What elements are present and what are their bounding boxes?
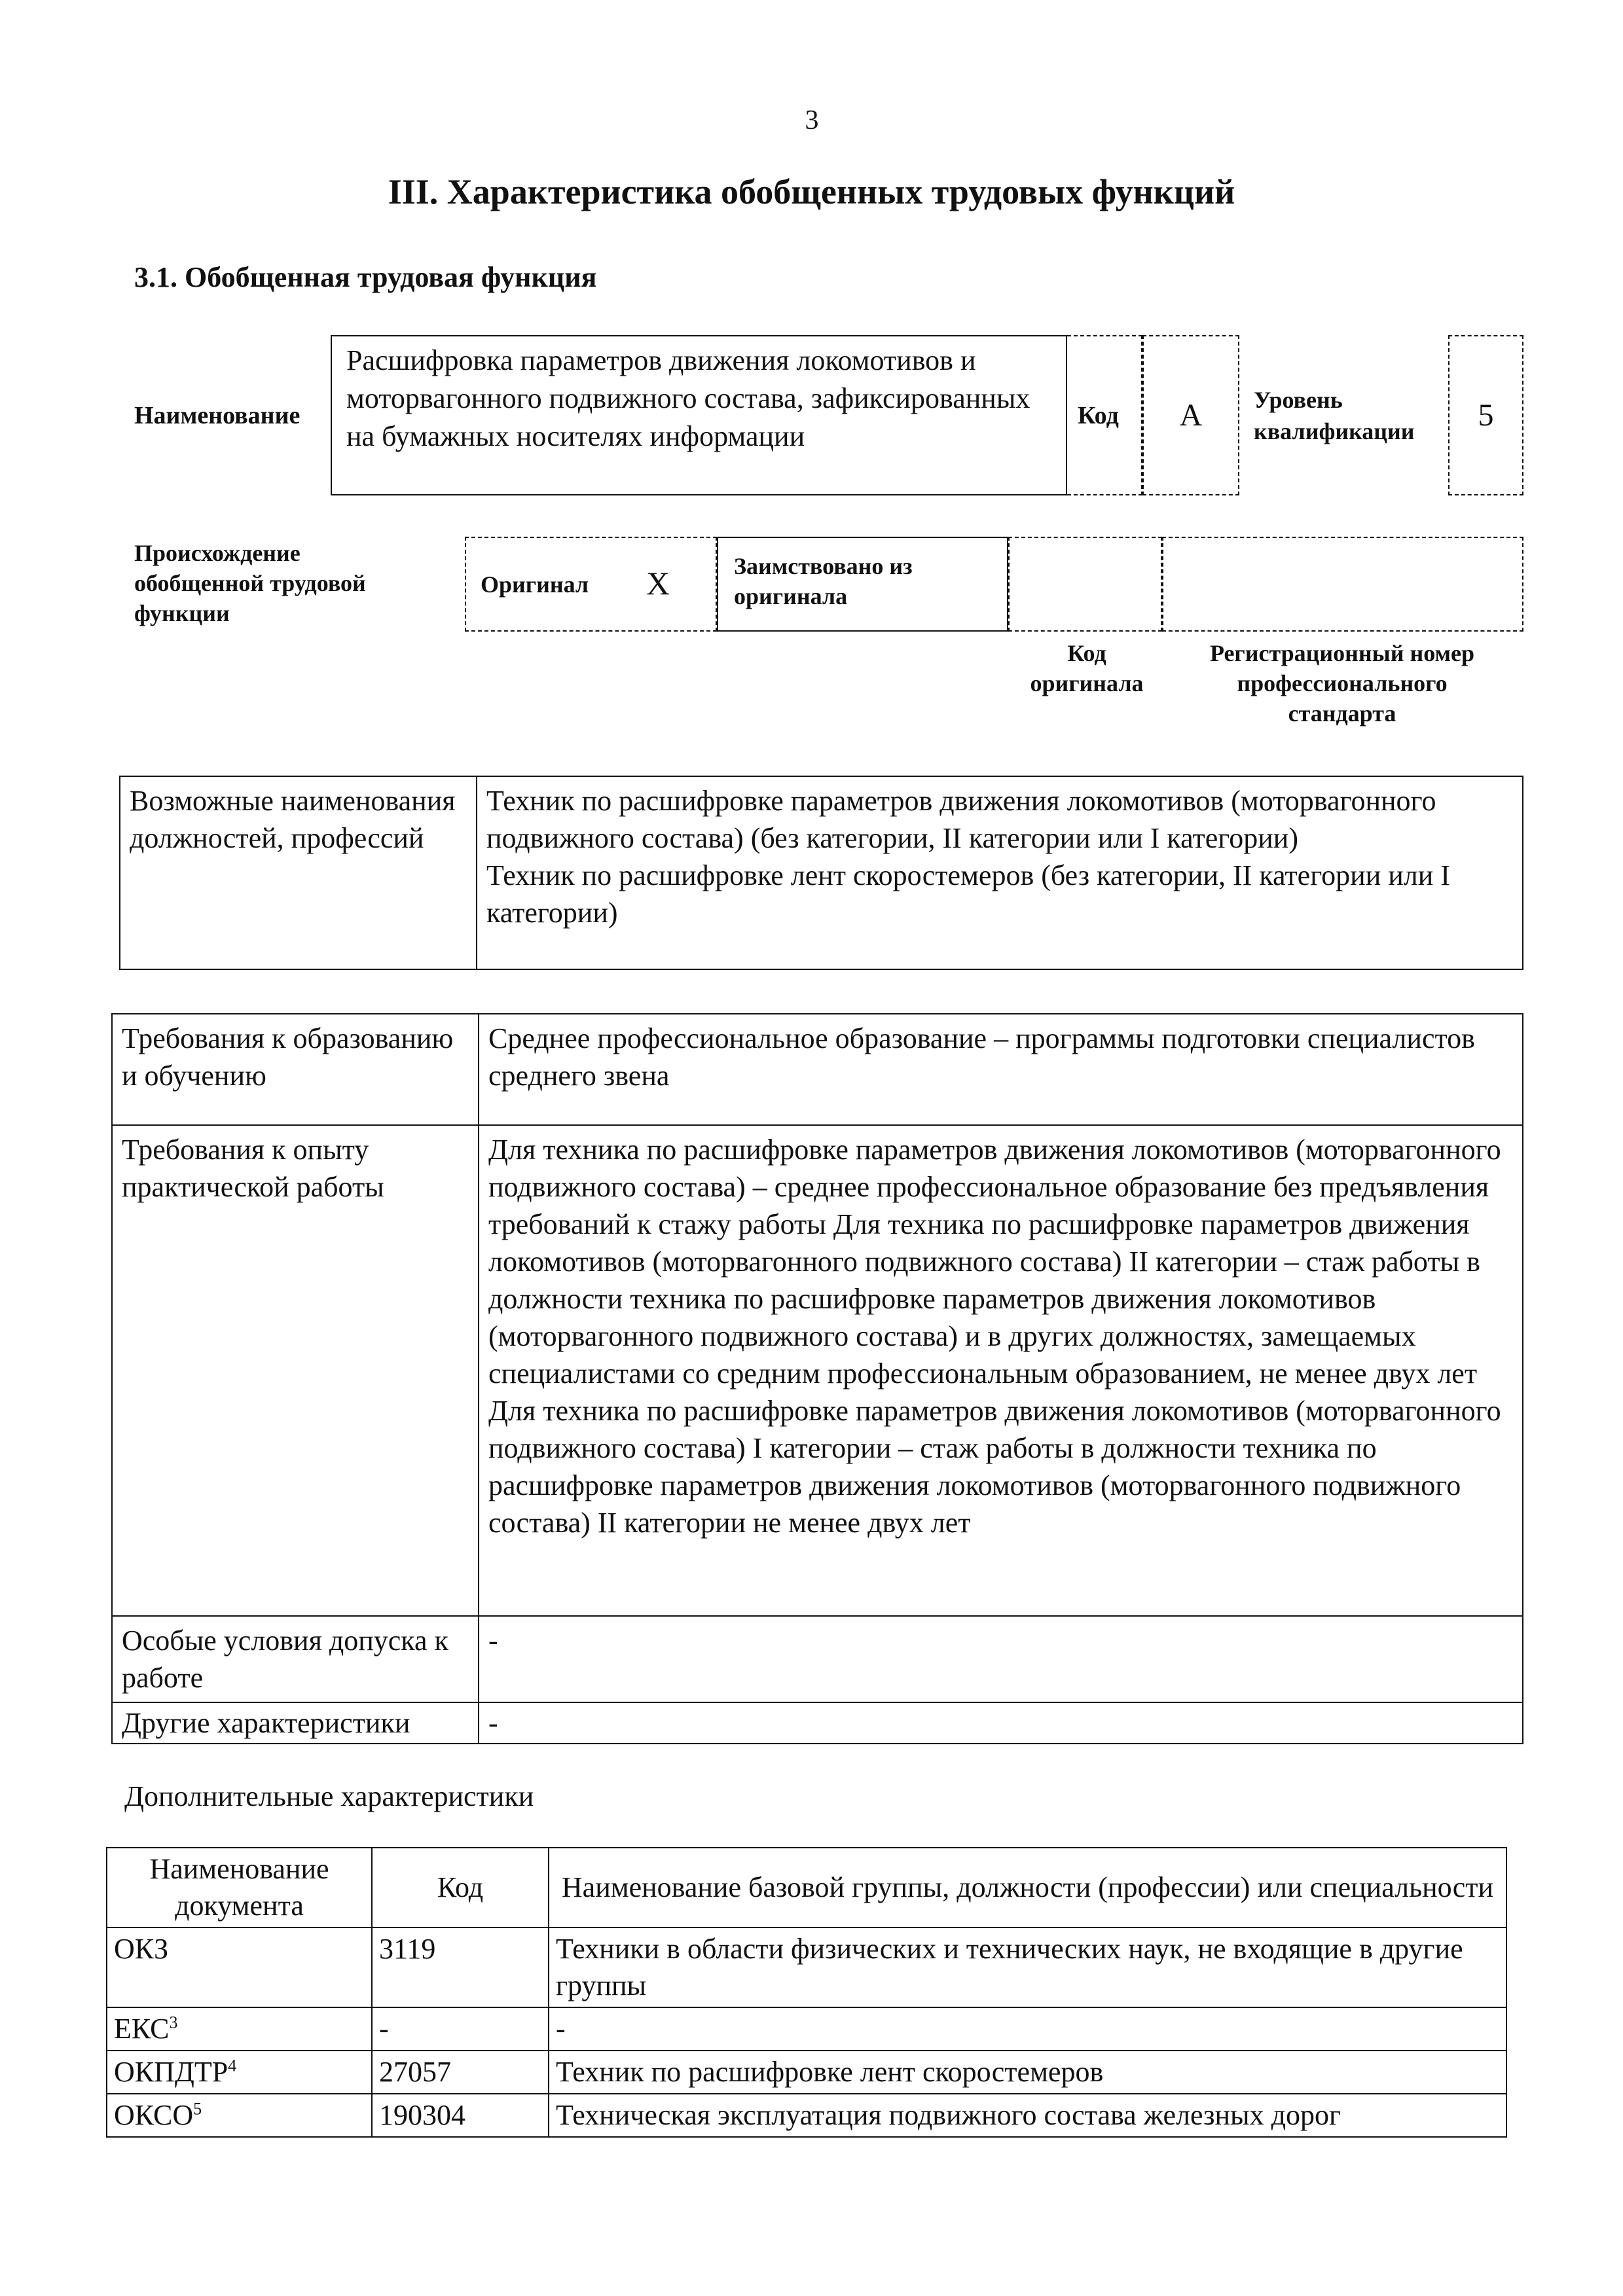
code-label: Код [1078, 402, 1119, 429]
additional-header-row [107, 1848, 1506, 1928]
header-code: Код [372, 1848, 549, 1928]
row-name: Техники в области физических и технических наук, не входящие в другие группы [549, 1928, 1506, 2007]
positions-table [119, 776, 1523, 970]
borrowed-box [717, 537, 1008, 632]
level-label-2: квалификации [1254, 418, 1415, 444]
row-doc [107, 2007, 372, 2051]
req-education-label: Требования к образованию и обучению [112, 1014, 479, 1125]
origin-label: Происхождение обобщенной трудовой функции [134, 540, 366, 626]
doc-footnote: 4 [228, 2056, 237, 2075]
row-code: 190304 [372, 2094, 549, 2137]
reg-number-caption: Регистрационный номер профессионального стандарта [1209, 640, 1475, 726]
req-special-label: Особые условия допуска к работе [112, 1616, 479, 1702]
reg-number-box [1162, 537, 1523, 632]
level-value-box [1448, 335, 1523, 495]
function-name-box [331, 335, 1067, 495]
positions-label: Возможные наименования должностей, профессий [120, 776, 477, 969]
table-row [107, 1928, 1506, 2007]
function-name: Расшифровка параметров движения локомотивов и моторвагонного подвижного состава, зафиксированных на бумажных носителях информации [346, 344, 1030, 452]
original-code-caption: Код оригинала [1030, 640, 1144, 696]
doc-name: ОКЗ [114, 1933, 169, 1965]
borrowed-label: Заимствовано из оригинала [734, 553, 913, 609]
requirements-row [112, 1125, 1523, 1616]
code-label-box [1067, 335, 1142, 495]
row-doc [107, 1928, 372, 2007]
row-doc [107, 2051, 372, 2094]
req-experience-value: Для техника по расшифровке параметров движения локомотивов (моторвагонного подвижного состава) – среднее профессиональное образование без предъявления требований к стажу работы Для техника по расшифровке параметров движения локомотивов (моторвагонного подвижного состава) II категории – стаж работы в должности техника по расшифровке параметров движения локомотивов (моторвагонного подвижного состава) и в других должностях, замещаемых специалистами со средним профессиональным образованием, не менее двух лет Для техника по расшифровке параметров движения локомотивов (моторвагонного подвижного состава) I категории – стаж работы в должности техника по расшифровке параметров движения локомотивов (моторвагонного подвижного состава) II категории не менее двух лет [479, 1125, 1523, 1616]
page-number: 3 [805, 105, 819, 135]
requirements-table [111, 1013, 1523, 1744]
doc-footnote: 3 [169, 2013, 178, 2032]
req-experience-label: Требования к опыту практической работы [112, 1125, 479, 1616]
row-code: 3119 [372, 1928, 549, 2007]
doc-name: ЕКС [114, 2013, 170, 2045]
position-1: Техник по расшифровке параметров движения локомотивов (моторвагонного подвижного состава) (без категории, II категории или I категории) [486, 785, 1436, 854]
code-value: А [1179, 398, 1203, 433]
req-education-value: Среднее профессиональное образование – программы подготовки специалистов среднего звена [479, 1014, 1523, 1125]
req-special-value: - [479, 1616, 1523, 1702]
header-document: Наименование документа [107, 1848, 372, 1928]
positions-row [120, 776, 1523, 969]
row-name: - [549, 2007, 1506, 2051]
original-label: Оригинал [481, 571, 589, 598]
row-name: Техническая эксплуатация подвижного состава железных дорог [549, 2094, 1506, 2137]
level-value: 5 [1478, 398, 1494, 433]
requirements-row [112, 1014, 1523, 1125]
row-code: - [372, 2007, 549, 2051]
level-label-1: Уровень [1254, 387, 1343, 413]
additional-title: Дополнительные характеристики [124, 1780, 534, 1812]
name-label: Наименование [134, 402, 301, 429]
doc-footnote: 5 [193, 2099, 202, 2119]
table-row [107, 2094, 1506, 2137]
req-other-value: - [479, 1702, 1523, 1744]
original-mark: Х [646, 565, 670, 601]
position-2: Техник по расшифровке лент скоростемеров (без категории, II категории или I категории) [486, 859, 1450, 929]
req-other-label: Другие характеристики [112, 1702, 479, 1744]
row-doc [107, 2094, 372, 2137]
table-row [107, 2007, 1506, 2051]
positions-values [477, 776, 1523, 969]
row-name: Техник по расшифровке лент скоростемеров [549, 2051, 1506, 2094]
original-code-box [1008, 537, 1162, 632]
additional-table [106, 1847, 1507, 2138]
section-title: III. Характеристика обобщенных трудовых функций [388, 172, 1235, 211]
code-value-box [1142, 335, 1239, 495]
doc-name: ОКСО [114, 2099, 194, 2131]
header-name: Наименование базовой группы, должности (профессии) или специальности [549, 1848, 1506, 1928]
requirements-row [112, 1616, 1523, 1702]
original-box [465, 537, 717, 632]
requirements-row [112, 1702, 1523, 1744]
table-row [107, 2051, 1506, 2094]
row-code: 27057 [372, 2051, 549, 2094]
doc-name: ОКПДТР [114, 2056, 228, 2088]
subsection-title: 3.1. Обобщенная трудовая функция [134, 261, 597, 293]
